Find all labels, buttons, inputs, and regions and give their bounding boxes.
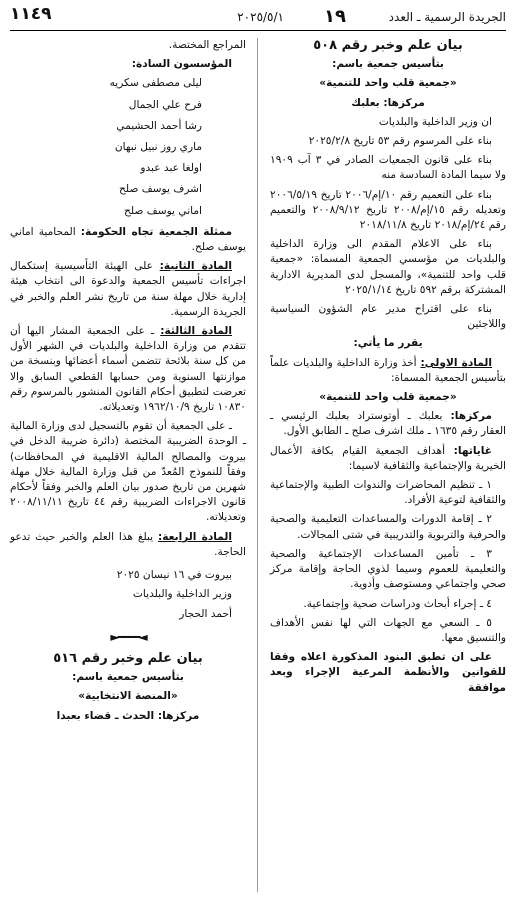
minister-title: وزير الداخلية والبلديات [132,588,232,601]
founder-name: اماني يوسف صلح [124,204,202,217]
article-2-text: على الهيئة التأسيسية إستكمال اجراءات تأسيس الجمعية والدعوة الى انتخاب هيئة إدارية خلال مهلة سنة من تاريخ نشر العلم والخبر في الجريدة الرسمية. [10,260,246,318]
bayan-516-title: بيان علم وخبر رقم ٥١٦ [53,650,203,666]
column-divider [257,38,258,892]
hq-paragraph [270,409,506,439]
article-1 [270,356,506,386]
article-3-label: المادة الثالثة: [160,325,233,338]
article-2 [10,259,246,320]
para-notice: بناء على الاعلام المقدم الى وزارة الداخلية والبلديات من مؤسسي الجمعية المسماة: «جمعية قلب واحد للتنمية»، والمسجل لدى المديرية الادارية المشتركة برقم ٥٩٢ تاريخ ٢٠٢٥/١/١٤ [270,238,506,296]
article-3-text: ـ على الجمعية المشار اليها أن تتقدم من وزارة الداخلية والبلديات في الشهر الأول من كل سنة بلائحة تتضمن أسماء أعضائها وبنسخة من موازنتها السنوية ومن حسابها القطعي السابق والا تعرضت لتطبيق أحكام القانون المنشور بالمرسوم رقم ١٠٨٣٠ تاريخ ١٩٦٢/١٠/٩ وتعديلاته. [10,325,246,414]
issue-number [324,6,346,31]
representative-label: ممثلة الجمعية تجاه الحكومة: [80,225,232,238]
goal-item: ٤ ـ إجراء أبحاث ودراسات صحية وإجتماعية. [303,597,492,610]
article-4 [10,530,246,560]
refs-text: المراجع المختصة. [168,39,246,51]
right-column [270,38,506,700]
page-number: ١١٤٩ [10,4,52,24]
bayan-508-name: «جمعية قلب واحد للتنمية» [319,77,457,90]
page-header [10,6,506,31]
founder-name: اولغا عبد عبدو [140,162,202,175]
goal-item: ٢ ـ إقامة الدورات والمساعدات التعليمية والصحية والحرفية والتربوية والتدريبية في شتى المجالات. [270,513,506,541]
founder-name: ليلى مصطفى سكريه [109,77,202,90]
goals-paragraph [270,444,506,474]
para-minister: ان وزير الداخلية والبلديات [378,115,492,128]
place-date: بيروت في ١٦ نيسان ٢٠٢٥ [116,569,232,582]
article-1-label: المادة الاولى: [420,356,492,369]
finance-registration: ـ على الجمعية أن تقوم بالتسجيل لدى وزارة المالية ـ الوحدة الضريبية المختصة (دائرة ضريبة الدخل في بيروت والمصالح المالية الاقليمية في المحافظات) وفقاً للنموذج المُعدّ من قبل وزارة المالية خلال مهلة شهرين من تاريخ صدور بيان العلم والخبر وفقاً لأحكام قانون الاجراءات الضريبية رقم ٤٤ تاريخ ٢٠٠٨/١١/١١ وتعديلاته. [10,420,246,524]
gazette-title: الجريدة الرسمية ـ العدد [388,10,506,24]
goal-item: ٥ ـ السعي مع الجهات التي لها نفس الأهداف والتنسيق معها. [270,616,506,644]
left-column [10,38,246,728]
article-4-label: المادة الرابعة: [157,530,232,543]
article-1-text: أخذ وزارة الداخلية والبلديات علماً بتأسيس الجمعية المسماة: [270,356,506,384]
goals-label: غاياتها: [453,444,492,457]
goals-text: أهداف الجمعية القيام بكافة الأعمال الخيرية والإجتماعية والثقافية لاسيما: [270,444,506,472]
bayan-516-hq: مركزها: الحدث ـ قضاء بعبدا [56,709,200,722]
bayan-508-title: بيان علم وخبر رقم ٥٠٨ [313,38,463,53]
goal-item: ٣ ـ تأمين المساعدات الإجتماعية والصحية والتعليمية للعموم وسيما لذوي الحاجة وإقامة مركز صحي واجتماعي ومستوصف وأدوية. [270,547,506,591]
bayan-508-sub: بتأسيس جمعية باسم: [332,58,444,71]
article-3 [10,324,246,415]
issue-date: ٢٠٢٥/٥/١ [237,10,284,24]
para-circular: بناء على التعميم رقم ١٠/إم/٢٠٠٦ تاريخ ٢٠٠٦/٥/١٩ وتعديله رقم ١٥/إم/٢٠٠٨ تاريخ ٢٠٠٨/٩/١٢ والتعميم رقم ٢٤/إم/٢٠١٨ تاريخ ٢٠١٨/١١/٨ [270,188,506,232]
section-separator: ◄━━━━► [110,629,146,644]
hq-text: بعلبك ـ أوتوستراد بعلبك الرئيسي ـ العقار رقم ١٦٣٥ ـ ملك اشرف صلح ـ الطابق الأول. [270,410,506,438]
founder-name: رشا أحمد الحشيمي [116,119,202,132]
bayan-516-name: «المنصة الانتخابية» [78,690,178,703]
closing-text: على ان تطبق البنود المذكورة اعلاه وفقا للقوانين والأنظمة المرعية الإجراء وبعد موافقة [270,651,506,694]
bayan-516-sub: بتأسيس جمعية باسم: [72,671,184,684]
goal-item: ١ ـ تنظيم المحاضرات والندوات الطبية والإجتماعية والثقافية لتوعية الأفراد. [270,479,506,507]
representative [10,225,246,255]
article-2-label: المادة الثانية: [159,260,232,273]
founder-name: اشرف يوسف صلح [119,183,202,196]
para-law: بناء على قانون الجمعيات الصادر في ٣ آب ١٩٠٩ ولا سيما المادة السادسة منه [270,154,506,182]
founders-label: المؤسسون السادة: [131,58,232,71]
association-name: «جمعية قلب واحد للتنمية» [319,391,457,404]
representative-text: المحامية اماني يوسف صلح. [10,225,246,254]
hq-label: مركزها: [450,410,492,423]
bayan-508-hq: مركزها: بعلبك [351,96,425,109]
issue-number-value: ١٩ [324,6,346,27]
article-4-text: يبلغ هذا العلم والخبر حيث تدعو الحاجة. [10,530,246,558]
para-proposal: بناء على اقتراح مدير عام الشؤون السياسية واللاجئين [270,303,506,331]
founder-name: ماري روز نبيل نبهان [114,141,202,154]
founder-name: فرح علي الجمال [128,98,202,111]
para-decree: بناء على المرسوم رقم ٥٣ تاريخ ٢٠٢٥/٢/٨ [308,135,492,148]
decides-heading: يقرر ما يأتي: [353,337,423,350]
minister-name: أحمد الحجار [179,607,232,620]
